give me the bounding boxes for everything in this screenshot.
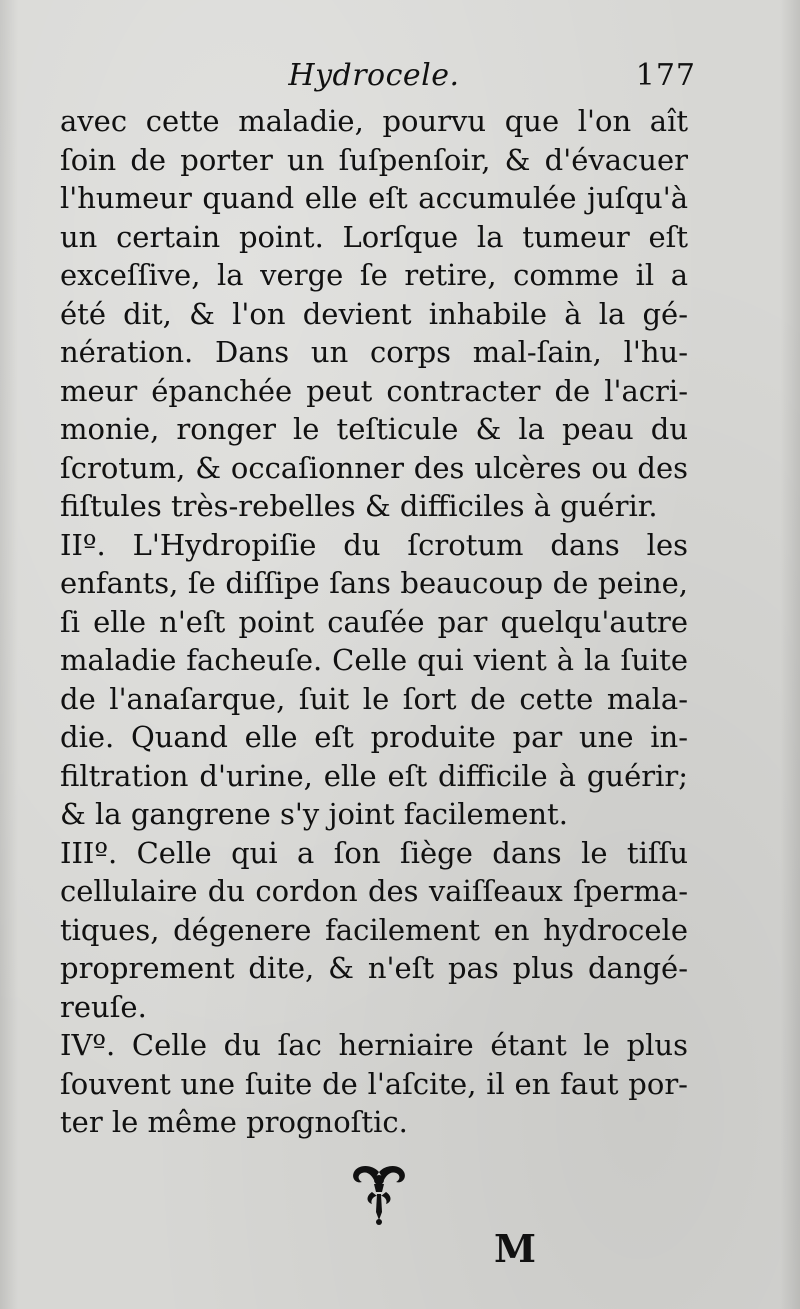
text-line: IIIº. Celle qui a ſon ſiège dans le tiſſu xyxy=(60,835,688,870)
text-line: IIº. L'Hydropiſie du ſcrotum dans les xyxy=(60,527,688,562)
text-line: ſouvent une ſuite de l'aſcite, il en faut por- xyxy=(60,1066,688,1101)
text-line: ſi elle n'eſt point cauſée par quelqu'autre xyxy=(60,604,688,639)
text-line: ſoin de porter un ſuſpenſoir, & d'évacuer xyxy=(60,142,688,177)
page-header xyxy=(58,56,696,100)
text-line: l'humeur quand elle eſt accumulée juſqu'à xyxy=(60,181,688,215)
text-line: cellulaire du cordon des vaiſſeaux ſperma- xyxy=(60,874,688,908)
body-text xyxy=(60,102,688,1142)
text-line: proprement dite, & n'eſt pas plus dangé- xyxy=(60,951,688,985)
text-line: & la gangrene s'y joint facilement. xyxy=(60,797,568,831)
text-line: ſcrotum, & occaſionner des ulcères ou des xyxy=(60,450,688,485)
running-head: Hydrocele. xyxy=(288,58,460,93)
text-line: fiſtules très-rebelles & difficiles à guérir. xyxy=(60,489,658,523)
text-line: de l'anaſarque, ſuit le ſort de cette mala- xyxy=(60,681,688,716)
text-line: reuſe. xyxy=(60,989,147,1024)
text-line: nération. Dans un corps mal-ſain, l'hu- xyxy=(60,335,688,369)
text-line: die. Quand elle eſt produite par une in- xyxy=(60,720,688,754)
text-line: IVº. Celle du ſac herniaire étant le plus xyxy=(60,1028,688,1062)
signature-mark: M xyxy=(494,1226,536,1271)
text-line: un certain point. Lorſque la tumeur eſt xyxy=(60,219,688,254)
text-line: été dit, & l'on devient inhabile à la gé- xyxy=(60,296,688,331)
text-line: tiques, dégenere facilement en hydrocele xyxy=(60,912,688,947)
text-line: enfants, ſe diſſipe ſans beaucoup de peine, xyxy=(60,566,688,600)
text-line: exceſſive, la verge ſe retire, comme il a xyxy=(60,258,688,292)
text-line: avec cette maladie, pourvu que l'on aît xyxy=(60,104,688,138)
text-line: meur épanchée peut contracter de l'acri- xyxy=(60,373,688,408)
text-line: maladie facheuſe. Celle qui vient à la ſuite xyxy=(60,643,688,677)
text-line: filtration d'urine, elle eſt difficile à guérir; xyxy=(60,758,688,793)
fleuron-ornament-icon xyxy=(344,1162,414,1228)
text-line: ter le même prognoſtic. xyxy=(60,1105,408,1139)
page-number: 177 xyxy=(635,58,696,93)
text-line: monie, ronger le teſticule & la peau du xyxy=(60,412,688,446)
